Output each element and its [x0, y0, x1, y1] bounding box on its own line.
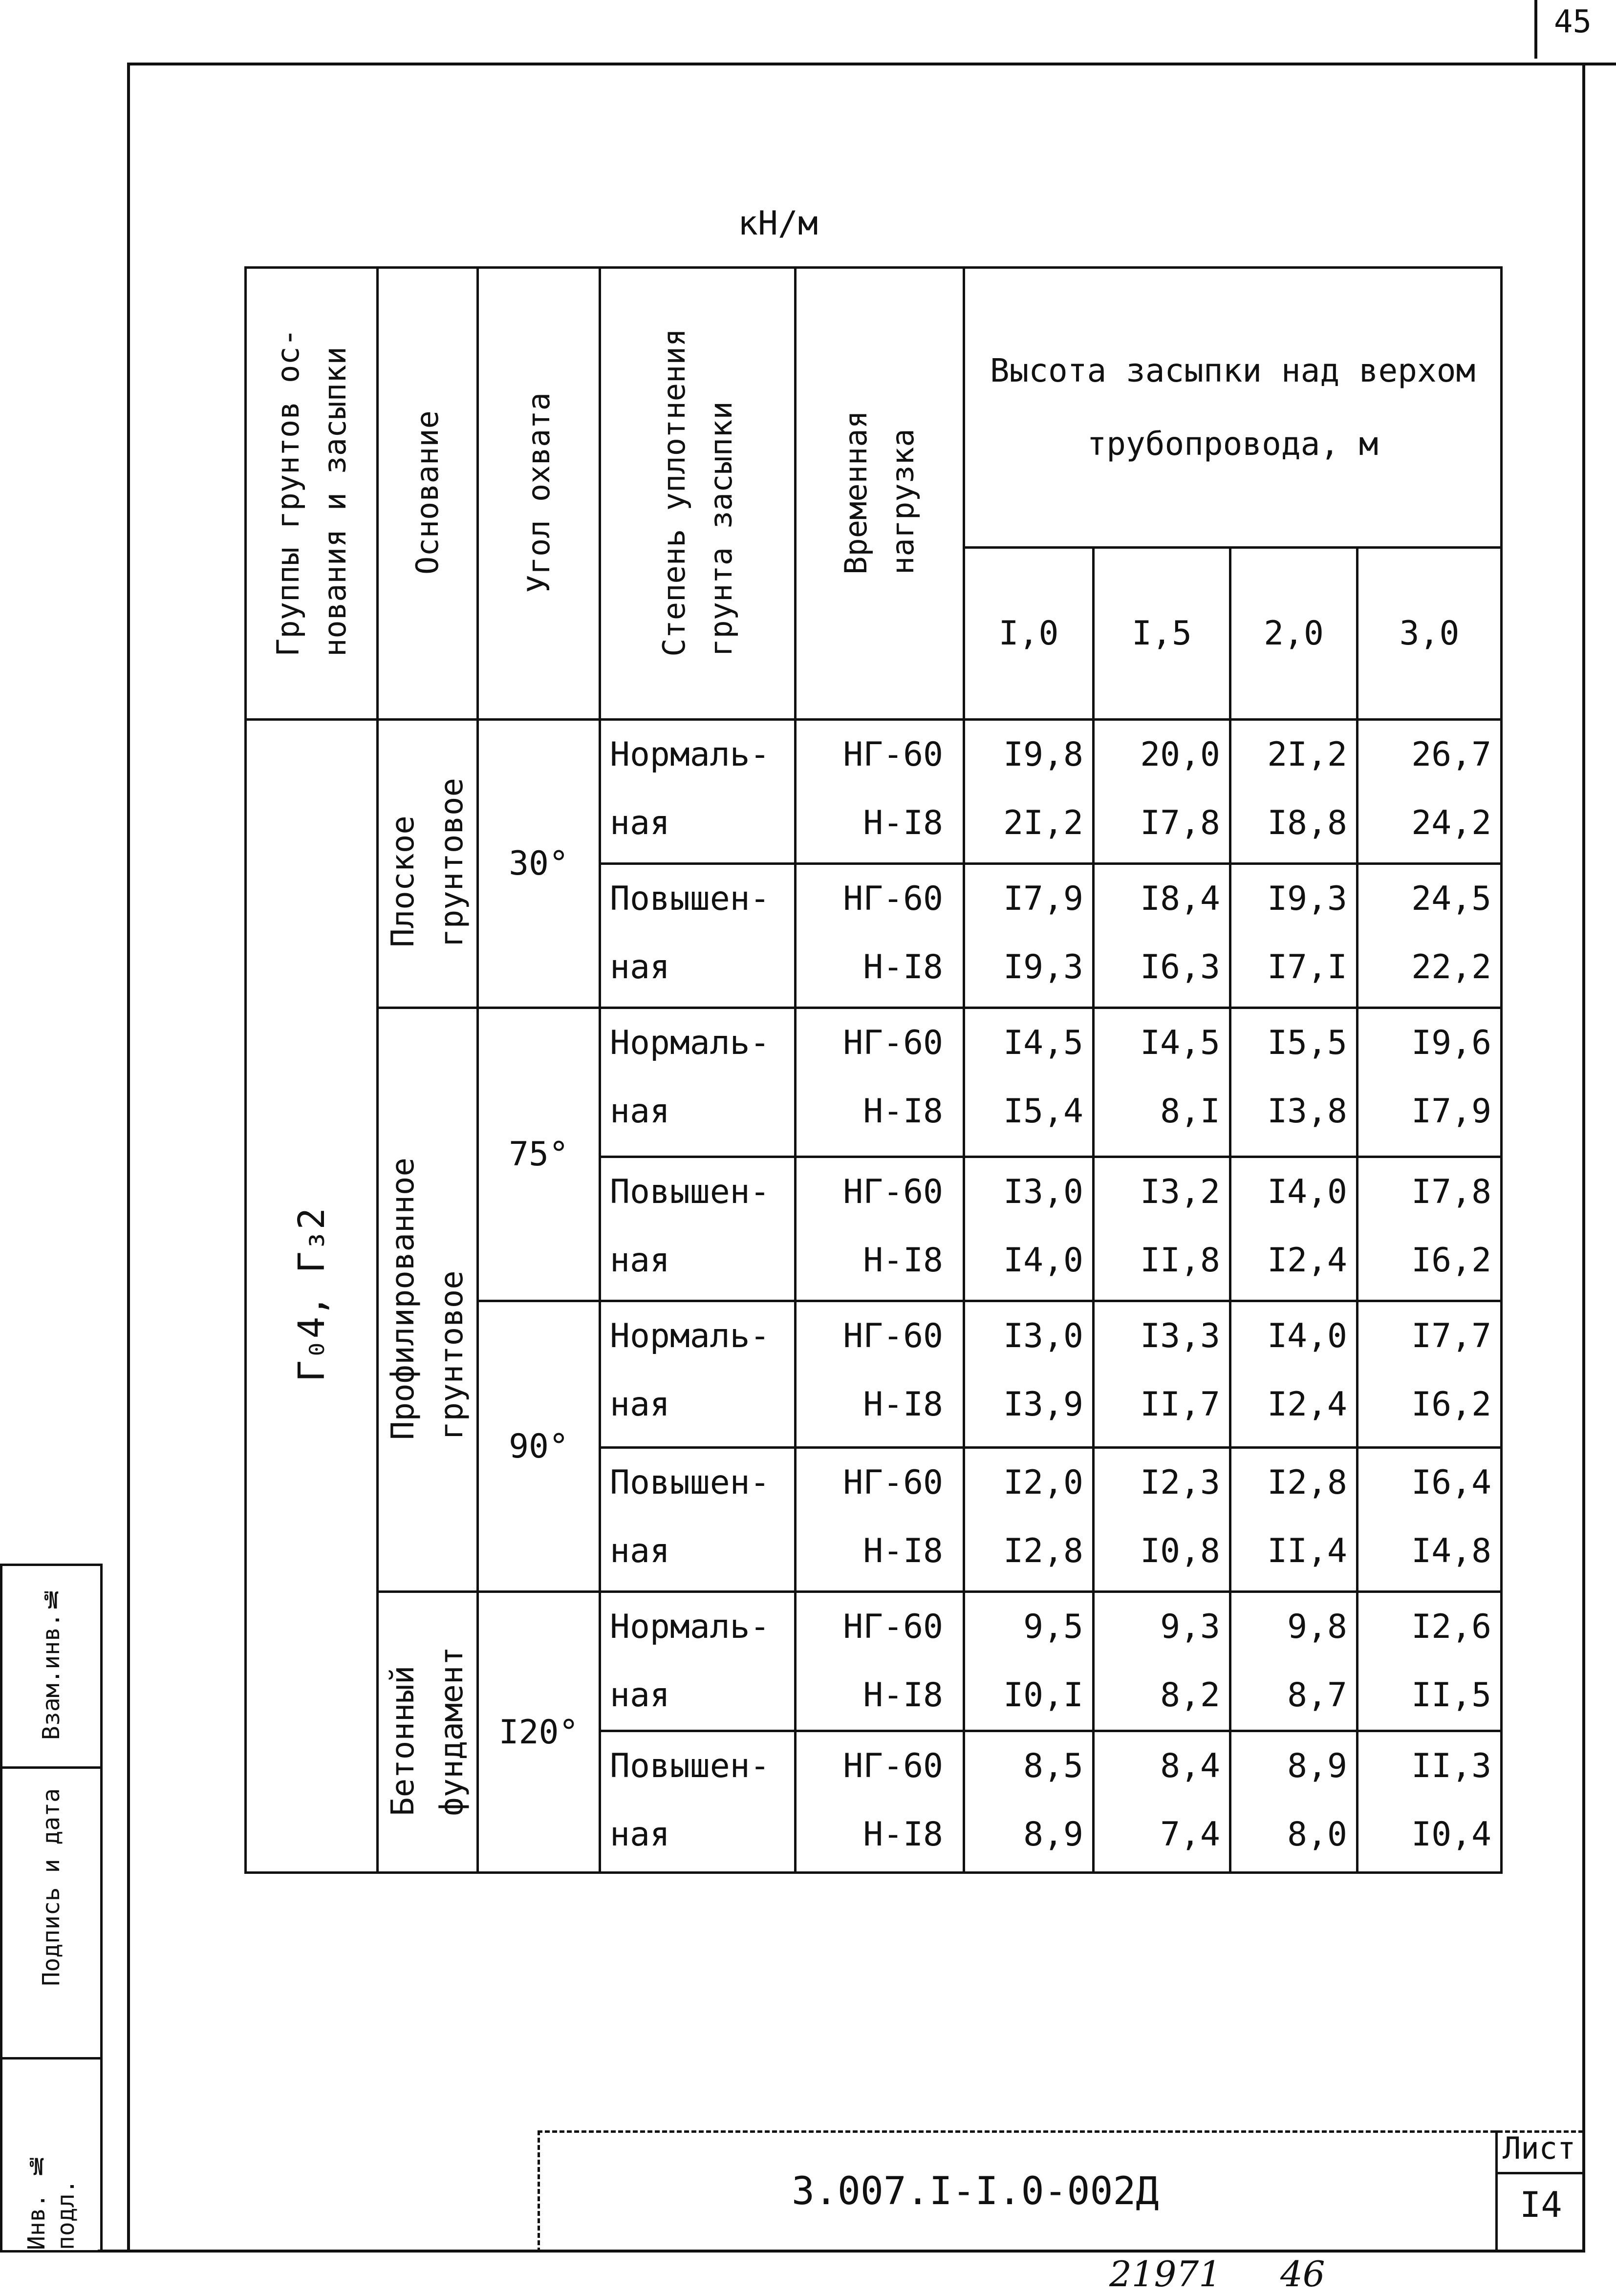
value-cell: 8,5 8,9 [964, 1731, 1094, 1873]
frame-left-line [127, 63, 130, 2252]
compaction-cell: Нормаль- ная [600, 1592, 796, 1731]
value-cell: I2,8 II,4 [1230, 1448, 1357, 1592]
compaction-cell: Нормаль- ная [600, 1301, 796, 1448]
angle-120: I20° [478, 1592, 600, 1873]
value-cell: I3,0 I3,9 [964, 1301, 1094, 1448]
load-cell: НГ-60 Н-I8 [796, 1008, 964, 1157]
value-cell: I3,0 I4,0 [964, 1157, 1094, 1301]
compaction-cell: Повышен- ная [600, 1448, 796, 1592]
load-cell: НГ-60 Н-I8 [796, 1157, 964, 1301]
load-table [244, 266, 1503, 1874]
compaction-cell: Повышен- ная [600, 864, 796, 1008]
value-cell: 26,7 24,2 [1357, 720, 1502, 864]
frame-top-line [127, 63, 1616, 65]
document-code: 3.007.I-I.0-002Д [792, 2169, 1159, 2213]
value-cell: I3,3 II,7 [1094, 1301, 1230, 1448]
value-cell: 24,5 22,2 [1357, 864, 1502, 1008]
header-compaction: Степень уплотнения грунта засыпки [600, 268, 796, 720]
stamp-original-inv: Инв. № подл. [0, 2057, 103, 2253]
value-cell: I7,9 I9,3 [964, 864, 1094, 1008]
frame-right-line [1582, 63, 1585, 2252]
compaction-cell: Нормаль- ная [600, 720, 796, 864]
load-cell: НГ-60 Н-I8 [796, 1301, 964, 1448]
header-height: Высота засыпки над верхом трубопровода, м [964, 268, 1502, 548]
stamp-replaced-inv: Взам.инв.№ [0, 1564, 103, 1769]
value-cell: I9,3 I7,I [1230, 864, 1357, 1008]
value-cell: 8,4 7,4 [1094, 1731, 1230, 1873]
angle-75: 75° [478, 1008, 600, 1301]
sheet-label: Лист [1503, 2130, 1576, 2166]
value-cell: I4,0 I2,4 [1230, 1157, 1357, 1301]
value-cell: I7,8 I6,2 [1357, 1157, 1502, 1301]
header-group: Группы грунтов ос- нования и засыпки [246, 268, 378, 720]
value-cell: I4,5 I5,4 [964, 1008, 1094, 1157]
sheet-divider [1495, 2172, 1585, 2174]
value-cell: I2,6 II,5 [1357, 1592, 1502, 1731]
value-cell: I2,0 I2,8 [964, 1448, 1094, 1592]
value-cell: 20,0 I7,8 [1094, 720, 1230, 864]
base-flat: Плоское грунтовое [378, 720, 478, 1008]
compaction-cell: Повышен- ная [600, 1731, 796, 1873]
sheet-number: I4 [1520, 2184, 1562, 2225]
value-cell: 9,8 8,7 [1230, 1592, 1357, 1731]
value-cell: I9,8 2I,2 [964, 720, 1094, 864]
value-cell: I3,2 II,8 [1094, 1157, 1230, 1301]
load-cell: НГ-60 Н-I8 [796, 1592, 964, 1731]
angle-30: 30° [478, 720, 600, 1008]
page-number-divider [1534, 0, 1537, 59]
load-cell: НГ-60 Н-I8 [796, 864, 964, 1008]
value-cell: I9,6 I7,9 [1357, 1008, 1502, 1157]
value-cell: 9,3 8,2 [1094, 1592, 1230, 1731]
compaction-cell: Нормаль- ная [600, 1008, 796, 1157]
header-base: Основание [378, 268, 478, 720]
unit-label: кН/м [738, 204, 818, 243]
angle-90: 90° [478, 1301, 600, 1592]
compaction-cell: Повышен- ная [600, 1157, 796, 1301]
stamp-sign-date: Подпись и дата [0, 1766, 103, 2060]
header-load: Временная нагрузка [796, 268, 964, 720]
load-cell: НГ-60 Н-I8 [796, 1731, 964, 1873]
height-col-3: 2,0 [1230, 548, 1357, 720]
value-cell: I7,7 I6,2 [1357, 1301, 1502, 1448]
value-cell: I6,4 I4,8 [1357, 1448, 1502, 1592]
header-angle: Угол охвата [478, 268, 600, 720]
value-cell: II,3 I0,4 [1357, 1731, 1502, 1873]
base-concrete: Бетонный фундамент [378, 1592, 478, 1873]
height-col-4: 3,0 [1357, 548, 1502, 720]
soil-group-cell: Г₀4, Г₃2 [246, 720, 378, 1873]
base-profiled: Профилированное грунтовое [378, 1008, 478, 1592]
page-number: 45 [1554, 4, 1592, 40]
height-col-2: I,5 [1094, 548, 1230, 720]
load-cell: НГ-60 Н-I8 [796, 1448, 964, 1592]
value-cell: I5,5 I3,8 [1230, 1008, 1357, 1157]
value-cell: I8,4 I6,3 [1094, 864, 1230, 1008]
height-col-1: I,0 [964, 548, 1094, 720]
handwritten-number: 21971 [1109, 2253, 1222, 2295]
value-cell: 2I,2 I8,8 [1230, 720, 1357, 864]
value-cell: I2,3 I0,8 [1094, 1448, 1230, 1592]
value-cell: I4,0 I2,4 [1230, 1301, 1357, 1448]
value-cell: 9,5 I0,I [964, 1592, 1094, 1731]
value-cell: I4,5 8,I [1094, 1008, 1230, 1157]
handwritten-number: 46 [1280, 2253, 1325, 2295]
load-cell: НГ-60 Н-I8 [796, 720, 964, 864]
value-cell: 8,9 8,0 [1230, 1731, 1357, 1873]
